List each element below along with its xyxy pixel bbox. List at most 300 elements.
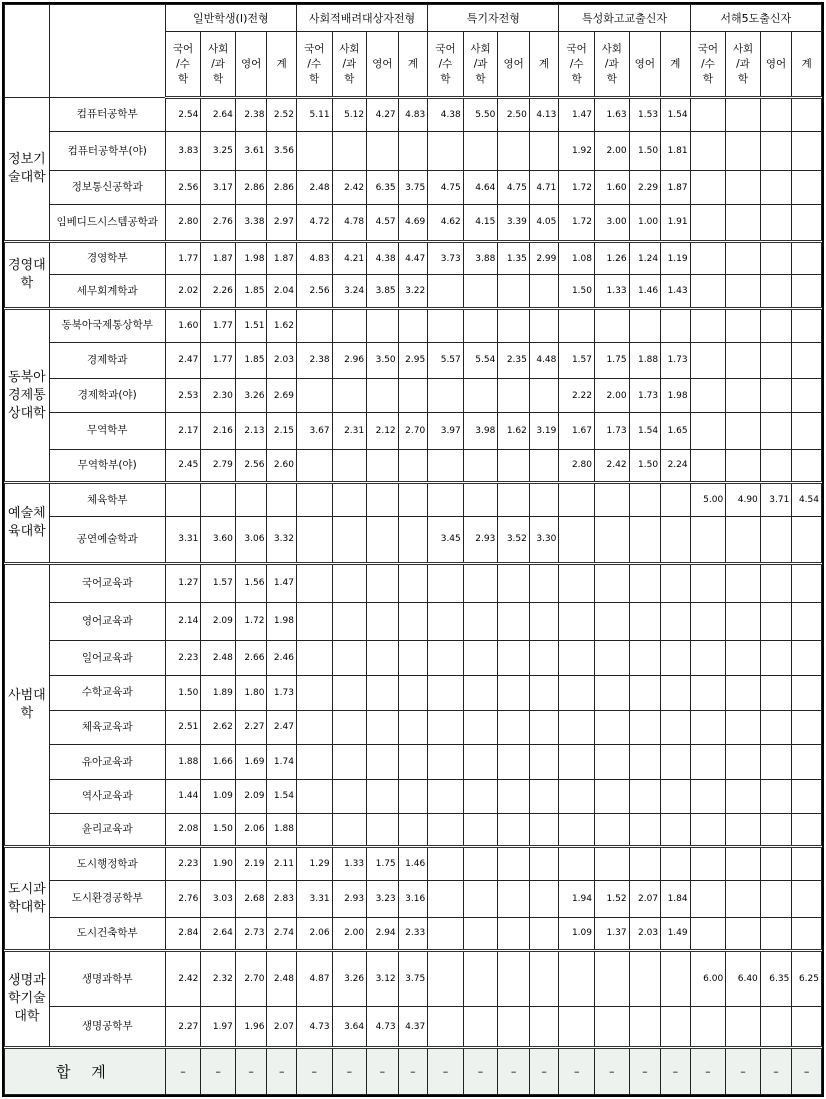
rate-cell — [629, 675, 661, 710]
rate-cell: 6.40 — [726, 951, 761, 1007]
total-cell: – — [529, 1048, 559, 1095]
subcolumn-header: 국어 /수 학 — [296, 32, 332, 98]
rate-cell: 1.57 — [559, 342, 595, 379]
table-row — [5, 1007, 822, 1048]
rate-cell — [498, 675, 530, 710]
rate-cell — [594, 563, 629, 602]
rate-cell: 1.46 — [398, 847, 428, 881]
rate-cell: 1.97 — [201, 1007, 236, 1048]
rate-cell — [296, 813, 332, 847]
subcolumn-header: 사회 /과 학 — [332, 32, 367, 98]
department-name: 컴퓨터공학부(야) — [49, 131, 165, 171]
rate-cell — [559, 745, 595, 780]
rate-cell: 3.30 — [529, 516, 559, 563]
rate-cell: 4.73 — [367, 1007, 399, 1048]
rate-cell: 3.17 — [201, 171, 236, 205]
rate-cell: 4.54 — [792, 483, 822, 517]
rate-cell: 2.96 — [332, 342, 367, 379]
subcolumn-header: 국어 /수 학 — [165, 32, 201, 98]
rate-cell: 1.85 — [235, 342, 267, 379]
rate-cell: 2.27 — [235, 710, 267, 745]
rate-cell — [332, 641, 367, 676]
subcolumn-header: 계 — [661, 32, 691, 98]
subcolumn-header: 영어 — [235, 32, 267, 98]
rate-cell — [498, 710, 530, 745]
subcolumn-header: 영어 — [629, 32, 661, 98]
rate-cell — [296, 516, 332, 563]
rate-cell: 4.38 — [367, 241, 399, 275]
rate-cell: 1.43 — [661, 275, 691, 309]
rate-cell: 3.25 — [201, 131, 236, 171]
subcolumn-header: 계 — [529, 32, 559, 98]
rate-cell — [559, 309, 595, 343]
rate-cell — [498, 880, 530, 917]
rate-cell — [296, 675, 332, 710]
rate-cell: 2.30 — [201, 379, 236, 413]
rate-cell: 2.95 — [398, 342, 428, 379]
subcolumn-header: 영어 — [498, 32, 530, 98]
rate-cell — [760, 675, 792, 710]
rate-cell — [559, 483, 595, 517]
rate-cell — [529, 1007, 559, 1048]
rate-cell: 1.24 — [629, 241, 661, 275]
rate-cell: 2.38 — [235, 98, 267, 132]
rate-cell — [559, 602, 595, 641]
rate-cell — [463, 379, 498, 413]
rate-cell: 3.26 — [235, 379, 267, 413]
rate-cell: 2.79 — [201, 449, 236, 483]
rate-cell: 1.50 — [629, 449, 661, 483]
rate-cell — [398, 563, 428, 602]
rate-cell — [398, 745, 428, 780]
rate-cell — [726, 847, 761, 881]
rate-cell — [760, 516, 792, 563]
rate-cell: 2.08 — [165, 813, 201, 847]
rate-cell — [398, 449, 428, 483]
rate-cell: 2.86 — [235, 171, 267, 205]
rate-cell — [529, 275, 559, 309]
department-name: 경제학과 — [49, 342, 165, 379]
rate-cell — [463, 745, 498, 780]
rate-cell — [428, 710, 464, 745]
rate-cell — [463, 951, 498, 1007]
rate-cell: 3.97 — [428, 412, 464, 449]
rate-cell — [726, 379, 761, 413]
rate-cell: 2.99 — [529, 241, 559, 275]
rate-cell: 2.56 — [296, 275, 332, 309]
rate-cell: 1.98 — [267, 602, 297, 641]
rate-cell — [367, 516, 399, 563]
rate-cell — [332, 813, 367, 847]
rate-cell: 4.62 — [428, 205, 464, 242]
rate-cell — [594, 951, 629, 1007]
rate-cell — [428, 951, 464, 1007]
rate-cell — [463, 483, 498, 517]
rate-cell — [463, 847, 498, 881]
total-cell: – — [267, 1048, 297, 1095]
rate-cell: 1.73 — [594, 412, 629, 449]
table-row — [5, 602, 822, 641]
rate-cell: 2.06 — [235, 813, 267, 847]
table-row — [5, 412, 822, 449]
rate-cell — [629, 847, 661, 881]
table-row — [5, 98, 822, 132]
total-label: 합 계 — [5, 1048, 166, 1095]
rate-cell — [398, 675, 428, 710]
rate-cell: 4.05 — [529, 205, 559, 242]
rate-cell: 3.98 — [463, 412, 498, 449]
rate-cell — [690, 309, 726, 343]
rate-cell — [296, 779, 332, 813]
rate-cell: 1.47 — [559, 98, 595, 132]
rate-cell: 2.56 — [235, 449, 267, 483]
subcolumn-header: 계 — [398, 32, 428, 98]
department-name: 체육교육과 — [49, 710, 165, 745]
rate-cell — [529, 449, 559, 483]
rate-cell — [498, 131, 530, 171]
table-row — [5, 275, 822, 309]
rate-cell — [792, 449, 822, 483]
rate-cell — [661, 951, 691, 1007]
rate-cell: 3.38 — [235, 205, 267, 242]
rate-cell — [201, 483, 236, 517]
rate-cell: 3.85 — [367, 275, 399, 309]
rate-cell — [332, 745, 367, 780]
rate-cell: 2.50 — [498, 98, 530, 132]
subcolumn-header: 계 — [267, 32, 297, 98]
rate-cell: 3.45 — [428, 516, 464, 563]
rate-cell — [629, 483, 661, 517]
rate-cell: 2.54 — [165, 98, 201, 132]
rate-cell: 1.54 — [629, 412, 661, 449]
rate-cell: 2.32 — [201, 951, 236, 1007]
rate-cell — [726, 602, 761, 641]
rate-cell: 1.75 — [367, 847, 399, 881]
rate-cell: 2.04 — [267, 275, 297, 309]
total-row — [5, 1048, 822, 1095]
rate-cell — [629, 516, 661, 563]
rate-cell: 1.27 — [165, 563, 201, 602]
total-cell: – — [498, 1048, 530, 1095]
table-row — [5, 379, 822, 413]
rate-cell: 4.15 — [463, 205, 498, 242]
rate-cell: 3.03 — [201, 880, 236, 917]
rate-cell — [428, 779, 464, 813]
rate-cell — [760, 309, 792, 343]
rate-cell — [690, 412, 726, 449]
table-row — [5, 342, 822, 379]
college-name: 동북아경제통상대학 — [5, 309, 50, 483]
rate-cell — [529, 880, 559, 917]
rate-cell — [428, 675, 464, 710]
rate-cell — [367, 745, 399, 780]
rate-cell: 2.22 — [559, 379, 595, 413]
rate-cell — [529, 951, 559, 1007]
rate-cell — [463, 710, 498, 745]
department-name: 수학교육과 — [49, 675, 165, 710]
rate-cell — [661, 1007, 691, 1048]
department-name: 경제학과(야) — [49, 379, 165, 413]
rate-cell — [463, 309, 498, 343]
rate-cell: 2.73 — [235, 917, 267, 951]
rate-cell — [367, 309, 399, 343]
rate-cell: 4.27 — [367, 98, 399, 132]
table-row — [5, 309, 822, 343]
rate-cell: 1.50 — [629, 131, 661, 171]
rate-cell — [760, 449, 792, 483]
rate-cell: 3.64 — [332, 1007, 367, 1048]
rate-cell — [760, 641, 792, 676]
rate-cell: 1.19 — [661, 241, 691, 275]
rate-cell: 3.19 — [529, 412, 559, 449]
rate-cell — [367, 379, 399, 413]
rate-cell: 3.23 — [367, 880, 399, 917]
rate-cell — [690, 847, 726, 881]
rate-cell: 2.94 — [367, 917, 399, 951]
rate-cell: 2.13 — [235, 412, 267, 449]
rate-cell — [629, 710, 661, 745]
rate-cell: 2.11 — [267, 847, 297, 881]
rate-cell — [428, 483, 464, 517]
rate-cell — [463, 641, 498, 676]
rate-cell — [559, 641, 595, 676]
rate-cell: 1.33 — [594, 275, 629, 309]
rate-cell: 1.69 — [235, 745, 267, 780]
rate-cell: 1.52 — [594, 880, 629, 917]
rate-cell — [267, 483, 297, 517]
rate-cell — [398, 483, 428, 517]
rate-cell — [594, 516, 629, 563]
rate-cell — [792, 675, 822, 710]
rate-cell — [726, 171, 761, 205]
rate-cell — [661, 710, 691, 745]
rate-cell: 5.50 — [463, 98, 498, 132]
rate-cell: 3.67 — [296, 412, 332, 449]
rate-cell — [398, 516, 428, 563]
total-cell: – — [165, 1048, 201, 1095]
rate-cell — [463, 563, 498, 602]
rate-cell: 1.67 — [559, 412, 595, 449]
rate-cell — [296, 309, 332, 343]
rate-cell — [726, 880, 761, 917]
rate-cell — [332, 483, 367, 517]
rate-cell: 2.56 — [165, 171, 201, 205]
rate-cell — [792, 745, 822, 780]
rate-cell — [760, 813, 792, 847]
rate-cell — [594, 847, 629, 881]
rate-cell — [690, 275, 726, 309]
total-cell: – — [726, 1048, 761, 1095]
rate-cell — [529, 483, 559, 517]
rate-cell: 2.70 — [398, 412, 428, 449]
department-name: 세무회계학과 — [49, 275, 165, 309]
department-name: 윤리교육과 — [49, 813, 165, 847]
rate-cell: 1.47 — [267, 563, 297, 602]
rate-cell — [629, 779, 661, 813]
rate-cell — [428, 379, 464, 413]
rate-cell — [760, 171, 792, 205]
group-header: 사회적배려대상자전형 — [296, 5, 427, 32]
table-row — [5, 171, 822, 205]
total-cell: – — [760, 1048, 792, 1095]
rate-cell — [529, 917, 559, 951]
rate-cell: 2.51 — [165, 710, 201, 745]
total-cell: – — [792, 1048, 822, 1095]
rate-cell: 1.53 — [629, 98, 661, 132]
table-row — [5, 641, 822, 676]
rate-cell: 2.07 — [267, 1007, 297, 1048]
rate-cell: 2.00 — [332, 917, 367, 951]
rate-cell: 1.98 — [235, 241, 267, 275]
rate-cell — [726, 779, 761, 813]
table-row — [5, 880, 822, 917]
rate-cell — [529, 710, 559, 745]
rate-cell: 1.80 — [235, 675, 267, 710]
rate-cell — [498, 641, 530, 676]
group-header: 특기자전형 — [428, 5, 559, 32]
rate-cell: 2.17 — [165, 412, 201, 449]
rate-cell: 1.08 — [559, 241, 595, 275]
rate-cell: 1.35 — [498, 241, 530, 275]
rate-cell: 3.12 — [367, 951, 399, 1007]
department-name: 도시건축학부 — [49, 917, 165, 951]
rate-cell: 1.73 — [267, 675, 297, 710]
rate-cell — [332, 779, 367, 813]
rate-cell — [498, 745, 530, 780]
rate-cell — [760, 602, 792, 641]
rate-cell — [760, 917, 792, 951]
total-cell: – — [559, 1048, 595, 1095]
rate-cell: 2.46 — [267, 641, 297, 676]
rate-cell: 4.21 — [332, 241, 367, 275]
rate-cell: 3.75 — [398, 951, 428, 1007]
rate-cell — [760, 98, 792, 132]
rate-cell: 1.85 — [235, 275, 267, 309]
rate-cell: 3.16 — [398, 880, 428, 917]
subcolumn-header: 사회 /과 학 — [463, 32, 498, 98]
rate-cell — [332, 563, 367, 602]
rate-cell — [726, 745, 761, 780]
rate-cell: 2.66 — [235, 641, 267, 676]
rate-cell — [760, 880, 792, 917]
rate-cell — [726, 813, 761, 847]
college-name: 생명과학기술대학 — [5, 951, 50, 1048]
department-name: 체육학부 — [49, 483, 165, 517]
rate-cell: 2.60 — [267, 449, 297, 483]
rate-cell: 3.73 — [428, 241, 464, 275]
rate-cell — [726, 342, 761, 379]
rate-cell — [367, 563, 399, 602]
rate-cell — [367, 779, 399, 813]
rate-cell: 2.48 — [267, 951, 297, 1007]
rate-cell: 1.54 — [267, 779, 297, 813]
rate-cell: 2.14 — [165, 602, 201, 641]
rate-cell — [296, 745, 332, 780]
rate-cell: 1.77 — [201, 342, 236, 379]
rate-cell: 1.73 — [629, 379, 661, 413]
rate-cell — [792, 342, 822, 379]
rate-cell — [428, 917, 464, 951]
rate-cell — [726, 205, 761, 242]
college-name: 사범대학 — [5, 563, 50, 846]
rate-cell — [726, 641, 761, 676]
rate-cell — [498, 483, 530, 517]
rate-cell: 2.42 — [594, 449, 629, 483]
rate-cell: 2.97 — [267, 205, 297, 242]
rate-cell: 6.00 — [690, 951, 726, 1007]
rate-cell — [629, 951, 661, 1007]
rate-cell: 2.80 — [165, 205, 201, 242]
rate-cell — [296, 563, 332, 602]
rate-cell — [726, 131, 761, 171]
rate-cell — [760, 412, 792, 449]
rate-cell: 3.88 — [463, 241, 498, 275]
total-cell: – — [235, 1048, 267, 1095]
college-name: 정보기술대학 — [5, 98, 50, 242]
rate-cell: 3.83 — [165, 131, 201, 171]
rate-cell — [594, 602, 629, 641]
rate-cell — [296, 131, 332, 171]
rate-cell: 1.87 — [661, 171, 691, 205]
rate-cell: 1.75 — [594, 342, 629, 379]
total-cell: – — [690, 1048, 726, 1095]
department-name: 경영학부 — [49, 241, 165, 275]
rate-cell — [594, 641, 629, 676]
rate-cell: 1.87 — [267, 241, 297, 275]
rate-cell — [559, 951, 595, 1007]
rate-cell — [594, 779, 629, 813]
rate-cell — [792, 779, 822, 813]
rate-cell: 4.47 — [398, 241, 428, 275]
rate-cell: 4.73 — [296, 1007, 332, 1048]
rate-cell — [498, 951, 530, 1007]
rate-cell: 2.12 — [367, 412, 399, 449]
rate-cell — [398, 641, 428, 676]
rate-cell — [367, 675, 399, 710]
rate-cell: 2.19 — [235, 847, 267, 881]
rate-cell: 2.64 — [201, 98, 236, 132]
rate-cell — [690, 675, 726, 710]
rate-cell — [235, 483, 267, 517]
rate-cell — [792, 1007, 822, 1048]
rate-cell: 2.35 — [498, 342, 530, 379]
group-header: 특성화고교출신자 — [559, 5, 690, 32]
rate-cell — [629, 563, 661, 602]
rate-cell: 1.73 — [661, 342, 691, 379]
rate-cell: 5.57 — [428, 342, 464, 379]
rate-cell: 3.00 — [594, 205, 629, 242]
rate-cell: 1.88 — [165, 745, 201, 780]
rate-cell — [690, 880, 726, 917]
total-cell: – — [296, 1048, 332, 1095]
rate-cell: 4.78 — [332, 205, 367, 242]
rate-cell — [792, 241, 822, 275]
table-row — [5, 131, 822, 171]
rate-cell: 2.09 — [235, 779, 267, 813]
rate-cell — [367, 131, 399, 171]
rate-cell — [463, 602, 498, 641]
rate-cell: 1.77 — [201, 309, 236, 343]
rate-cell — [559, 847, 595, 881]
rate-cell: 2.83 — [267, 880, 297, 917]
department-name: 컴퓨터공학부 — [49, 98, 165, 132]
rate-cell — [726, 449, 761, 483]
rate-cell — [760, 1007, 792, 1048]
rate-cell — [398, 379, 428, 413]
rate-cell: 1.62 — [267, 309, 297, 343]
rate-cell — [792, 516, 822, 563]
rate-cell: 3.50 — [367, 342, 399, 379]
